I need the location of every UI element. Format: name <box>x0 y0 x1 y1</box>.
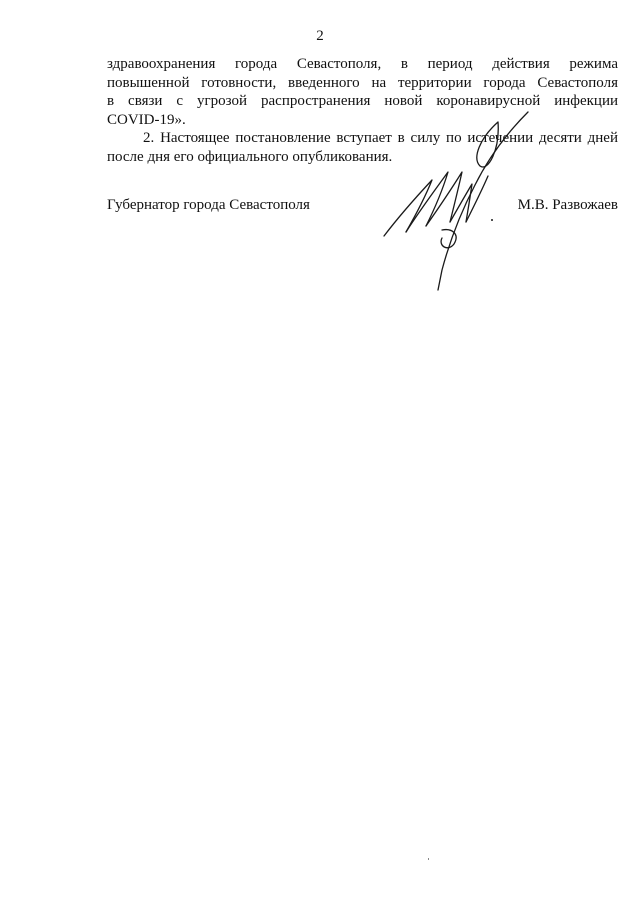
document-body <box>107 55 618 166</box>
page-number: 2 <box>316 28 324 44</box>
text-line: 2. Настоящее постановление вступает в силу по истечении десяти дней <box>143 130 618 146</box>
paragraph-continuation <box>107 55 618 129</box>
text-line: COVID-19». <box>107 111 186 128</box>
signatory-title: Губернатор города Севастополя <box>107 197 310 213</box>
paragraph-effective-date <box>107 129 618 166</box>
text-line: в связи с угрозой распространения новой коронавирусной инфекции <box>107 93 618 109</box>
text-line: здравоохранения города Севастополя, в период действия режима <box>107 56 618 72</box>
signatory-name: М.В. Развожаев <box>517 197 618 213</box>
handwritten-signature <box>380 110 530 295</box>
text-line: после дня его официального опубликования. <box>107 148 393 165</box>
text-line: повышенной готовности, введенного на территории города Севастополя <box>107 74 618 91</box>
scan-speck <box>428 858 429 860</box>
